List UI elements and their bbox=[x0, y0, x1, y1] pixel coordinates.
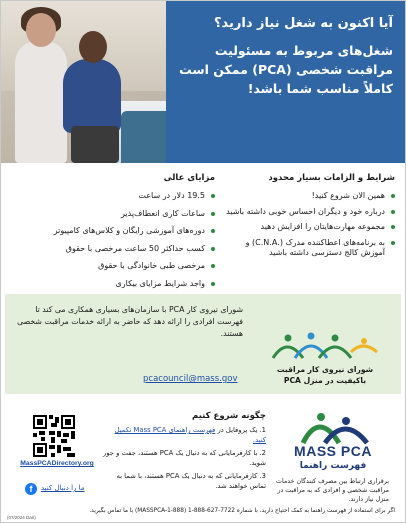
hero-title: آیا اکنون به شغل نیاز دارید؟ bbox=[213, 16, 393, 31]
step-2: 2. با کارفرمایانی که به دنبال یک PCA هستند، جفت و جور شوید. bbox=[102, 449, 266, 467]
list-item: دوره‌های آموزشی رایگان و کلاس‌های کامپیوتر bbox=[15, 226, 215, 237]
qr-code-icon[interactable] bbox=[33, 415, 75, 457]
requirements-list bbox=[225, 191, 395, 259]
list-item: مجموعه مهارت‌هایتان را افزایش دهید bbox=[225, 222, 395, 233]
footer-help-text: اگر برای استفاده از فهرست راهنما به کمک احتیاج دارید، با شماره 7722-627-888-1 (MASSPCA-1-888) با ما تماس بگیرید. bbox=[89, 508, 395, 514]
info-columns bbox=[1, 173, 405, 299]
step-1 bbox=[101, 426, 266, 445]
mass-pca-logo-icon bbox=[295, 409, 375, 445]
council-email-link[interactable]: pcacouncil@mass.gov bbox=[143, 374, 238, 384]
edition-date: (07/2024 Dari) bbox=[7, 515, 36, 520]
directory-website-link[interactable]: MassPCADirectory.org bbox=[20, 460, 94, 467]
caregiver-photo bbox=[1, 1, 166, 163]
steps-block bbox=[101, 411, 266, 495]
steps-heading: چگونه شروع کنیم bbox=[192, 411, 266, 421]
benefits-heading: مزایای عالی bbox=[163, 173, 215, 183]
step-3: 3. کارفرمایانی که به دنبال یک PCA هستند، با شما به تماس خواهند شد. bbox=[116, 472, 266, 490]
hero-section bbox=[1, 1, 405, 163]
list-item: همین الان شروع کنید! bbox=[225, 191, 395, 202]
council-logo-caption: شورای نیروی کار مراقبت باکیفیت در منزل PCA bbox=[276, 365, 374, 385]
requirements-heading: شرایط و الزامات بسیار محدود bbox=[268, 173, 395, 183]
list-item: درباره خود و دیگران احساس خوبی داشته باشید bbox=[225, 207, 395, 218]
getting-started-section bbox=[1, 401, 405, 513]
list-item: کسب حداکثر 50 ساعت مرخصی با حقوق bbox=[15, 244, 215, 255]
directory-profile-link[interactable]: فهرست راهنمای Mass PCA تکمیل کنید. bbox=[114, 426, 266, 444]
mass-pca-description: برقراری ارتباط بین مصرف کنندگان خدمات مراقبت شخصی و افرادی که به مراقبت در منزل نیاز دارند. bbox=[276, 478, 389, 503]
follow-us-link[interactable]: ما را دنبال کنید bbox=[41, 484, 85, 492]
benefits-column bbox=[15, 173, 215, 296]
list-item: مرخصی طبی خانوادگی با حقوق bbox=[15, 261, 215, 272]
list-item: به برنامه‌های اعطاکننده مدرک (.C.N.A) و آموزش کالج دسترسی داشته باشید bbox=[225, 238, 395, 259]
step-1-text: 1. یک پروفایل در bbox=[217, 426, 266, 434]
council-band bbox=[5, 294, 401, 394]
mass-pca-subtitle: فهرست راهنما bbox=[299, 461, 367, 471]
list-item: ساعات کاری انعطاف‌پذیر bbox=[15, 209, 215, 220]
council-logo-icon bbox=[265, 332, 385, 360]
requirements-column bbox=[225, 173, 395, 264]
facebook-icon[interactable]: f bbox=[25, 483, 37, 495]
list-item: واجد شرایط مزایای بیکاری bbox=[15, 279, 215, 290]
list-item: 19.5 دلار در ساعت bbox=[15, 191, 215, 202]
benefits-list bbox=[15, 191, 215, 289]
hero-subtitle: شغل‌های مربوط به مسئولیت مراقبت شخصی (PCA) ممکن است کاملاً مناسب شما باشد! bbox=[179, 43, 393, 96]
mass-pca-title: MASS PCA bbox=[294, 443, 372, 459]
hero-text-panel bbox=[166, 1, 405, 163]
council-description: شورای نیروی کار PCA با سازمان‌های بسیاری همکاری می کند تا فهرست افرادی را ارائه دهد که حاضر به ارائه خدمات مراقبت شخصی هستند. bbox=[17, 305, 243, 338]
